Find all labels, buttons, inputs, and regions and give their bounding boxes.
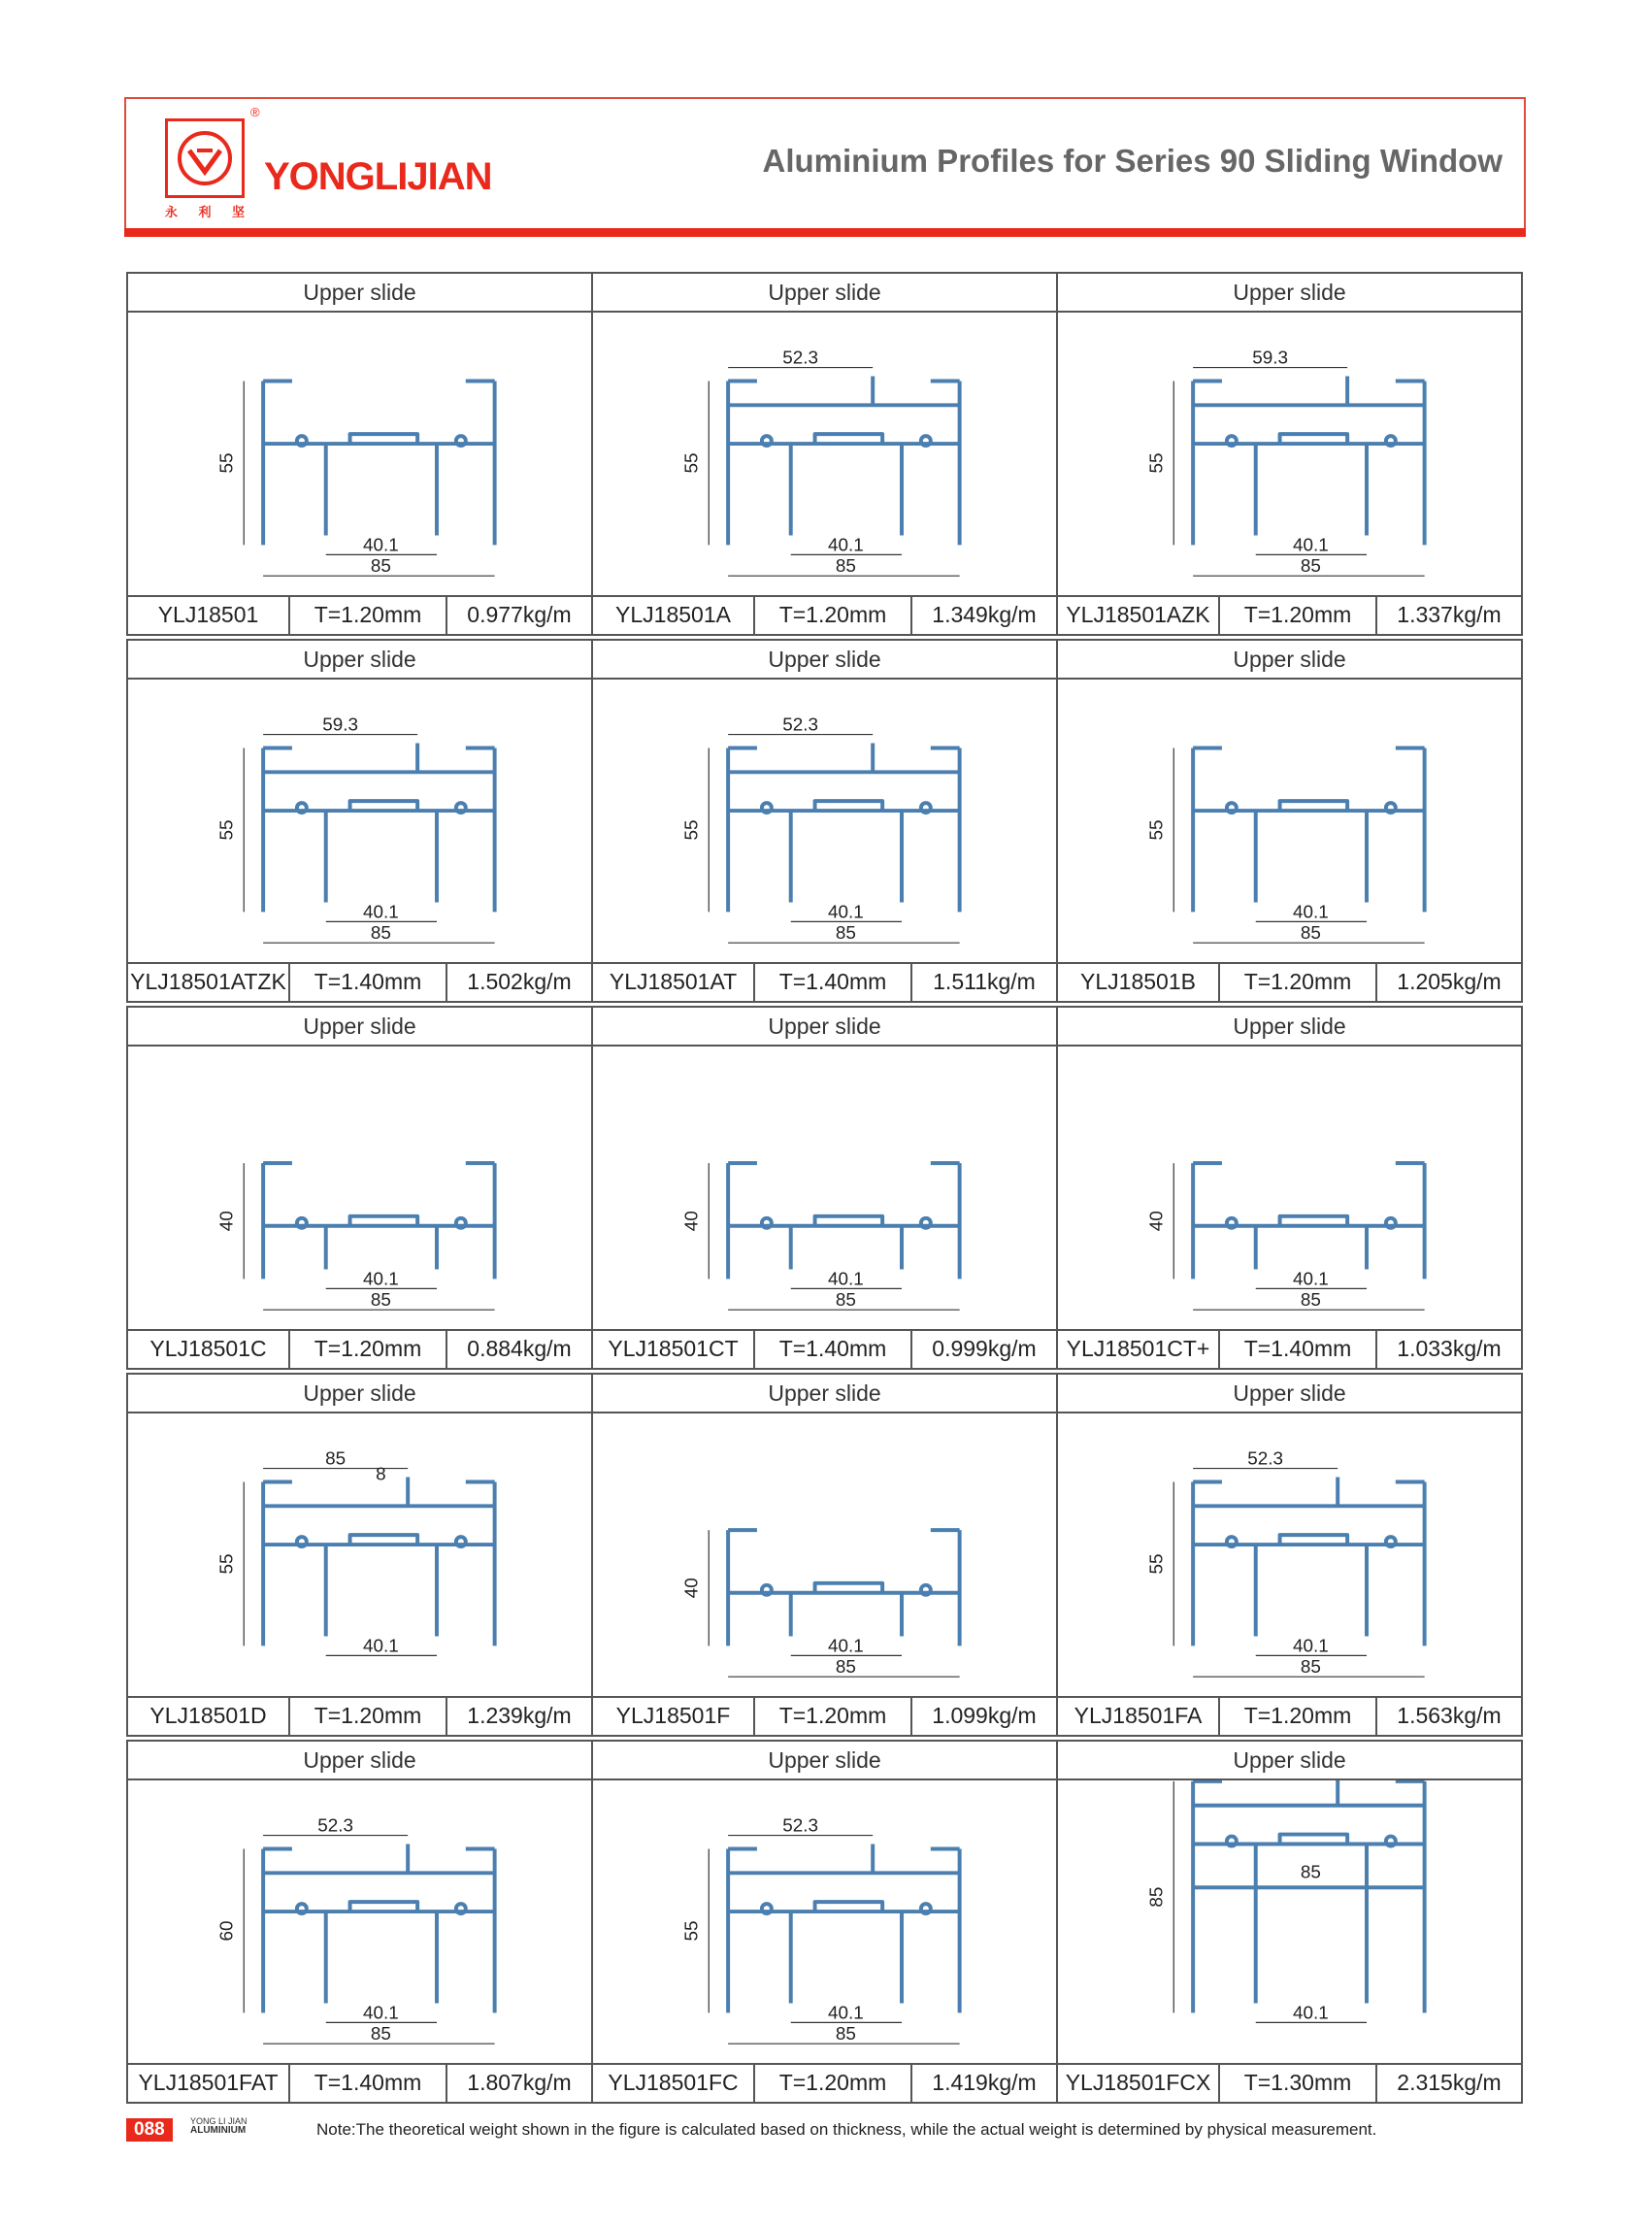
svg-text:85: 85 xyxy=(835,556,856,578)
svg-text:40.1: 40.1 xyxy=(827,2003,864,2024)
profile-thickness: T=1.20mm xyxy=(1220,1698,1377,1735)
profile-drawing xyxy=(1058,1780,1521,2064)
profile-card xyxy=(1056,1373,1523,1737)
profile-thickness: T=1.20mm xyxy=(755,597,912,634)
brand-name: YONGLIJIAN xyxy=(264,155,492,198)
profile-weight: 1.502kg/m xyxy=(467,969,572,994)
profile-title: Upper slide xyxy=(1058,274,1521,313)
svg-text:85: 85 xyxy=(1300,1657,1321,1679)
profile-specs xyxy=(1058,2063,1521,2102)
profile-drawing xyxy=(128,1413,591,1697)
profile-drawing xyxy=(1058,1413,1521,1697)
profile-thickness: T=1.30mm xyxy=(1220,2065,1377,2102)
svg-text:85: 85 xyxy=(1300,556,1321,578)
profile-code: YLJ18501FAT xyxy=(128,2065,290,2102)
profile-title: Upper slide xyxy=(128,1008,591,1047)
header-accent-bar xyxy=(124,228,1526,237)
profile-weight: 1.349kg/m xyxy=(932,602,1037,627)
profile-card xyxy=(591,1740,1058,2104)
profile-code: YLJ18501FA xyxy=(1058,1698,1220,1735)
svg-text:55: 55 xyxy=(681,1920,703,1942)
page-footer xyxy=(126,2114,1527,2144)
profile-drawing xyxy=(593,313,1056,596)
profile-title: Upper slide xyxy=(593,1742,1056,1780)
profile-code: YLJ18501C xyxy=(128,1331,290,1368)
svg-text:85: 85 xyxy=(1300,923,1321,945)
profile-drawing xyxy=(128,313,591,596)
svg-text:60: 60 xyxy=(216,1920,238,1942)
profile-drawing xyxy=(1058,313,1521,596)
profile-specs xyxy=(1058,1696,1521,1735)
profile-title: Upper slide xyxy=(1058,1008,1521,1047)
svg-text:85: 85 xyxy=(835,1290,856,1312)
page-header xyxy=(124,97,1526,233)
svg-text:85: 85 xyxy=(370,1290,391,1312)
svg-text:40: 40 xyxy=(1146,1211,1168,1232)
profile-specs xyxy=(128,2063,591,2102)
svg-text:85: 85 xyxy=(835,2024,856,2045)
profile-code: YLJ18501A xyxy=(593,597,755,634)
profile-specs xyxy=(128,1329,591,1368)
svg-text:55: 55 xyxy=(681,819,703,841)
profile-row xyxy=(126,1006,1527,1373)
profile-title: Upper slide xyxy=(128,1742,591,1780)
svg-text:40.1: 40.1 xyxy=(362,902,399,923)
profile-weight: 1.337kg/m xyxy=(1397,602,1502,627)
profile-title: Upper slide xyxy=(1058,641,1521,680)
profile-weight: 1.205kg/m xyxy=(1397,969,1502,994)
profile-card xyxy=(126,639,593,1003)
svg-text:85: 85 xyxy=(370,923,391,945)
svg-text:55: 55 xyxy=(1146,819,1168,841)
profile-specs xyxy=(593,962,1056,1001)
profile-code: YLJ18501F xyxy=(593,1698,755,1735)
profile-drawing xyxy=(128,680,591,963)
profile-title: Upper slide xyxy=(593,1008,1056,1047)
svg-text:40.1: 40.1 xyxy=(1292,535,1329,556)
profile-card xyxy=(1056,272,1523,636)
profile-thickness: T=1.40mm xyxy=(755,1331,912,1368)
svg-text:55: 55 xyxy=(216,1553,238,1575)
svg-text:55: 55 xyxy=(681,452,703,474)
svg-text:40: 40 xyxy=(681,1211,703,1232)
svg-text:40: 40 xyxy=(681,1578,703,1599)
profile-specs xyxy=(593,1329,1056,1368)
profile-thickness: T=1.20mm xyxy=(1220,597,1377,634)
profile-card xyxy=(126,1740,593,2104)
profile-specs xyxy=(1058,1329,1521,1368)
profile-card xyxy=(591,639,1058,1003)
svg-text:40.1: 40.1 xyxy=(827,535,864,556)
profile-thickness: T=1.20mm xyxy=(290,1698,447,1735)
profile-title: Upper slide xyxy=(128,1375,591,1413)
profile-title: Upper slide xyxy=(1058,1375,1521,1413)
svg-text:55: 55 xyxy=(1146,452,1168,474)
svg-text:55: 55 xyxy=(216,819,238,841)
profile-title: Upper slide xyxy=(593,274,1056,313)
svg-text:40.1: 40.1 xyxy=(362,2003,399,2024)
footer-brand: YONG LI JIAN ALUMINIUM xyxy=(190,2116,248,2136)
svg-text:85: 85 xyxy=(325,1448,347,1470)
profile-weight: 1.807kg/m xyxy=(467,2070,572,2095)
profile-specs xyxy=(593,2063,1056,2102)
profile-code: YLJ18501CT xyxy=(593,1331,755,1368)
brand-logo xyxy=(165,118,245,198)
svg-text:85: 85 xyxy=(1146,1886,1168,1908)
profile-row xyxy=(126,639,1527,1006)
profile-thickness: T=1.20mm xyxy=(755,2065,912,2102)
profile-code: YLJ18501FCX xyxy=(1058,2065,1220,2102)
profile-specs xyxy=(128,595,591,634)
svg-text:40.1: 40.1 xyxy=(362,1636,399,1657)
svg-text:40.1: 40.1 xyxy=(1292,1269,1329,1290)
profile-row xyxy=(126,1740,1527,2107)
svg-text:55: 55 xyxy=(1146,1553,1168,1575)
profile-card xyxy=(591,1006,1058,1370)
profile-thickness: T=1.20mm xyxy=(755,1698,912,1735)
profile-weight: 1.033kg/m xyxy=(1397,1336,1502,1361)
profile-code: YLJ18501CT+ xyxy=(1058,1331,1220,1368)
svg-text:52.3: 52.3 xyxy=(782,715,819,736)
profile-code: YLJ18501AZK xyxy=(1058,597,1220,634)
profile-thickness: T=1.40mm xyxy=(1220,1331,1377,1368)
profile-card xyxy=(591,272,1058,636)
profile-drawing xyxy=(593,680,1056,963)
profile-card xyxy=(126,1373,593,1737)
profile-weight: 1.099kg/m xyxy=(932,1703,1037,1728)
svg-text:40.1: 40.1 xyxy=(827,1269,864,1290)
svg-text:40.1: 40.1 xyxy=(362,1269,399,1290)
profile-code: YLJ18501 xyxy=(128,597,290,634)
profile-title: Upper slide xyxy=(593,641,1056,680)
registered-mark: ® xyxy=(250,105,260,119)
page-title: Aluminium Profiles for Series 90 Sliding Window xyxy=(762,143,1503,179)
svg-text:52.3: 52.3 xyxy=(317,1815,354,1837)
profile-weight: 1.563kg/m xyxy=(1397,1703,1502,1728)
svg-text:40.1: 40.1 xyxy=(827,1636,864,1657)
svg-text:85: 85 xyxy=(1300,1862,1321,1883)
profile-weight: 1.419kg/m xyxy=(932,2070,1037,2095)
profile-row xyxy=(126,1373,1527,1740)
profile-drawing xyxy=(593,1780,1056,2064)
profile-thickness: T=1.20mm xyxy=(1220,964,1377,1001)
profile-code: YLJ18501AT xyxy=(593,964,755,1001)
profile-thickness: T=1.40mm xyxy=(755,964,912,1001)
profile-drawing xyxy=(1058,680,1521,963)
svg-text:40.1: 40.1 xyxy=(1292,902,1329,923)
profile-title: Upper slide xyxy=(593,1375,1056,1413)
profile-thickness: T=1.40mm xyxy=(290,964,447,1001)
brand-chinese-name: 永 利 坚 xyxy=(165,205,245,219)
profile-specs xyxy=(1058,595,1521,634)
svg-text:52.3: 52.3 xyxy=(1247,1448,1284,1470)
profile-weight: 0.999kg/m xyxy=(932,1336,1037,1361)
svg-text:40: 40 xyxy=(216,1211,238,1232)
svg-text:59.3: 59.3 xyxy=(322,715,358,736)
svg-text:40.1: 40.1 xyxy=(1292,1636,1329,1657)
profile-title: Upper slide xyxy=(1058,1742,1521,1780)
page-number: 088 xyxy=(126,2118,173,2142)
profile-row xyxy=(126,272,1527,639)
profile-weight: 2.315kg/m xyxy=(1397,2070,1502,2095)
profile-card xyxy=(1056,639,1523,1003)
svg-text:52.3: 52.3 xyxy=(782,1815,819,1837)
weight-note: Note:The theoretical weight shown in the figure is calculated based on thickness, while the actual weight is determined by physical measurement. xyxy=(316,2120,1377,2139)
profile-thickness: T=1.40mm xyxy=(290,2065,447,2102)
profile-grid xyxy=(126,272,1527,2107)
svg-text:85: 85 xyxy=(1300,1290,1321,1312)
svg-text:40.1: 40.1 xyxy=(827,902,864,923)
profile-code: YLJ18501ATZK xyxy=(128,964,290,1001)
profile-card xyxy=(1056,1006,1523,1370)
profile-weight: 0.884kg/m xyxy=(467,1336,572,1361)
svg-text:52.3: 52.3 xyxy=(782,348,819,369)
profile-thickness: T=1.20mm xyxy=(290,597,447,634)
profile-weight: 0.977kg/m xyxy=(467,602,572,627)
profile-code: YLJ18501FC xyxy=(593,2065,755,2102)
profile-drawing xyxy=(593,1413,1056,1697)
profile-card xyxy=(1056,1740,1523,2104)
profile-drawing xyxy=(1058,1047,1521,1330)
profile-specs xyxy=(1058,962,1521,1001)
profile-drawing xyxy=(128,1047,591,1330)
svg-text:8: 8 xyxy=(376,1464,386,1485)
profile-weight: 1.511kg/m xyxy=(933,969,1036,994)
svg-text:40.1: 40.1 xyxy=(362,535,399,556)
profile-specs xyxy=(128,962,591,1001)
svg-text:85: 85 xyxy=(370,556,391,578)
profile-drawing xyxy=(128,1780,591,2064)
profile-code: YLJ18501D xyxy=(128,1698,290,1735)
svg-text:40.1: 40.1 xyxy=(1292,2003,1329,2024)
profile-thickness: T=1.20mm xyxy=(290,1331,447,1368)
svg-text:55: 55 xyxy=(216,452,238,474)
svg-text:85: 85 xyxy=(835,1657,856,1679)
svg-text:85: 85 xyxy=(370,2024,391,2045)
profile-specs xyxy=(128,1696,591,1735)
profile-card xyxy=(591,1373,1058,1737)
profile-title: Upper slide xyxy=(128,641,591,680)
profile-card xyxy=(126,272,593,636)
profile-code: YLJ18501B xyxy=(1058,964,1220,1001)
profile-specs xyxy=(593,1696,1056,1735)
profile-title: Upper slide xyxy=(128,274,591,313)
svg-text:85: 85 xyxy=(835,923,856,945)
profile-weight: 1.239kg/m xyxy=(467,1703,572,1728)
profile-drawing xyxy=(593,1047,1056,1330)
profile-card xyxy=(126,1006,593,1370)
profile-specs xyxy=(593,595,1056,634)
svg-text:59.3: 59.3 xyxy=(1252,348,1288,369)
